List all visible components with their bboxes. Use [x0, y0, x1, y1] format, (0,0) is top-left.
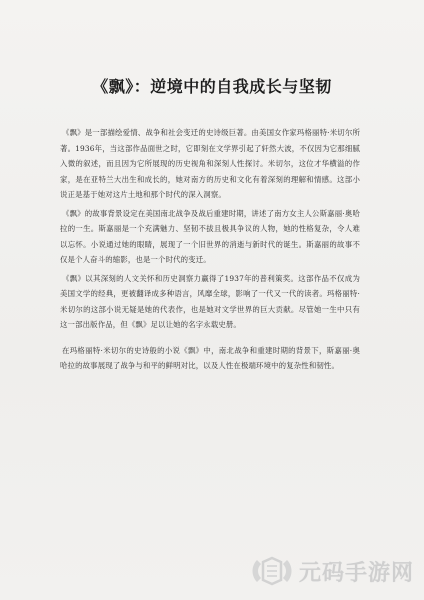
document-title: 《飘》：逆境中的自我成长与坚韧: [92, 77, 332, 96]
watermark-text: 元码手游网: [298, 560, 414, 586]
document-body: [60, 125, 360, 377]
paragraph-2: 《飘》的故事背景设定在美国南北战争及战后重建时期，讲述了南方女主人公斯嘉丽·奥哈拉的一生。斯嘉丽是一个充满魅力、坚韧不拔且极具争议的人物，她的性格复杂，令人难以忘怀。小说通过她的眼睛，展现了一个旧世界的消逝与新时代的诞生。斯嘉丽的故事不仅是个人奋斗的缩影，也是一个时代的变迁。: [60, 208, 360, 264]
site-watermark: [249, 554, 414, 588]
paragraph-3: 《飘》以其深刻的人文关怀和历史洞察力赢得了1937年的普利策奖。这部作品不仅成为美国文学的经典，更被翻译成多种语言，风靡全球，影响了一代又一代的读者。玛格丽特·米切尔的这部小说无疑是她的代表作，也是她对文学世界的巨大贡献。尽管她一生中只有这一部出版作品，但《飘》足以让她的名字永载史册。: [60, 273, 360, 329]
paragraph-1: 《飘》是一部描绘爱情、战争和社会变迁的史诗级巨著。由美国女作家玛格丽特·米切尔所著。1936年，当这部作品面世之时，它即刻在文学界引起了轩然大波，不仅因为它那细腻入微的叙述，而且因为它所展现的历史视角和深刻人性探讨。米切尔，这位才华横溢的作家，是在亚特兰大出生和成长的，她对南方的历史和文化有着深刻的理解和情感。这部小说正是基于她对这片土地和那个时代的深入洞察。: [60, 128, 360, 199]
watermark-logo-icon: [249, 554, 295, 588]
paragraph-4: 在玛格丽特·米切尔的史诗般的小说《飘》中，南北战争和重建时期的背景下，斯嘉丽·奥哈拉的故事展现了战争与和平的鲜明对比，以及人性在极端环境中的复杂性和韧性。: [60, 345, 360, 370]
